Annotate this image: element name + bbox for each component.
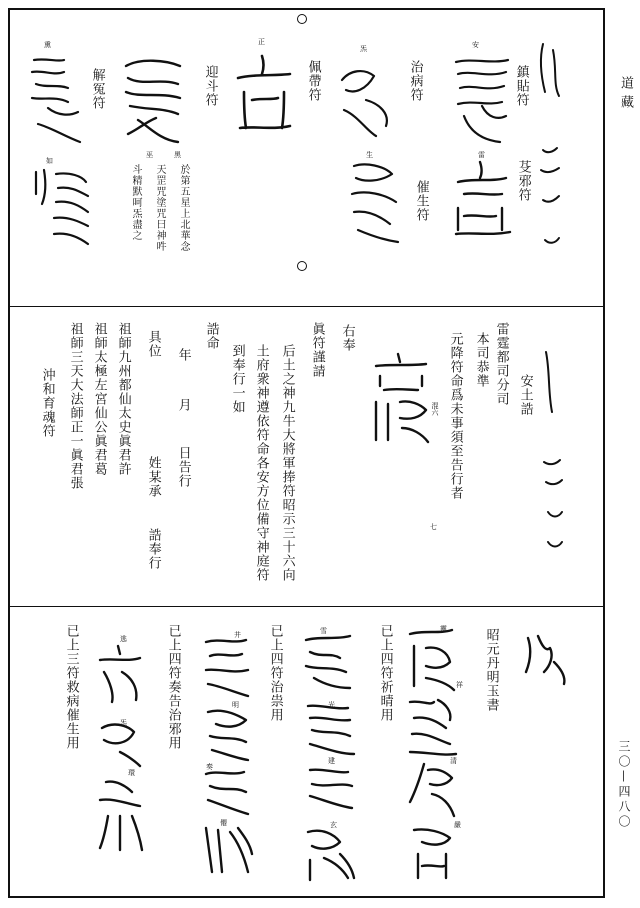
seal-memorial xyxy=(370,350,430,446)
seal-jieyuan xyxy=(28,54,86,146)
seal-note-sheng: 生 xyxy=(366,151,373,159)
seal-note-3: 清 xyxy=(450,757,457,765)
bottom-heading: 昭元丹明玉書 xyxy=(483,628,499,712)
charm-caption-cuisheng: 催生符 xyxy=(413,180,429,222)
small-note-2: 七 xyxy=(430,523,437,531)
charm-caption-zhentie: 鎮貼符 xyxy=(513,65,529,107)
list-line-1: 雷霆都司分司 xyxy=(493,322,509,406)
seal-zhentie xyxy=(452,56,512,146)
list-line-3: 元降符命爲未事須至告行者 xyxy=(447,332,463,500)
ancestor-line-3: 祖師三天大法師正一眞君張 xyxy=(67,322,83,490)
side-note-line-1: 於第五星上北華念 xyxy=(178,164,189,252)
seal-bottom-a1 xyxy=(520,632,570,692)
seal-bottom-e3 xyxy=(92,776,148,856)
seal-shanxie xyxy=(450,160,512,240)
panel-divider-top xyxy=(10,306,603,307)
date-day: 日告行 xyxy=(175,446,191,488)
page-number: 三〇—四八〇 xyxy=(617,740,631,830)
ancestor-line-2: 祖師太極左宮仙公眞君葛 xyxy=(91,322,107,476)
seal-ru xyxy=(30,164,90,250)
seal-note-14: 炁 xyxy=(120,719,127,727)
panel-divider-bottom xyxy=(10,606,603,607)
seal-bottom-c4 xyxy=(300,824,358,884)
seal-bottom-c2 xyxy=(300,700,358,760)
date-month: 月 xyxy=(175,398,191,412)
seal-bottom-d1 xyxy=(198,636,254,700)
seal-note-ru: 如 xyxy=(46,157,53,165)
charm-caption-peidai: 佩帶符 xyxy=(305,60,321,102)
side-note-line-2: 天罡咒塗咒曰神吽 xyxy=(154,164,165,252)
seal-note-5: 雪 xyxy=(320,627,327,635)
seal-bottom-b1 xyxy=(404,626,458,694)
seal-zhibing xyxy=(336,60,396,140)
seal-note-10: 明 xyxy=(232,701,239,709)
seal-peidai xyxy=(232,52,296,132)
seal-note-7: 建 xyxy=(328,757,335,765)
memorial-line-1: 眞符謹請 xyxy=(309,322,325,378)
seal-bottom-e1 xyxy=(92,642,148,706)
seal-note-lei: 雷 xyxy=(478,151,485,159)
seal-bottom-c1 xyxy=(300,630,356,692)
side-note-line-3: 斗精默呵炁盡之 xyxy=(130,164,141,241)
seal-bottom-b3 xyxy=(404,760,460,820)
bottom-caption-1: 已上四符祈晴用 xyxy=(377,624,393,722)
bottom-caption-4: 已上三符救病催生用 xyxy=(63,624,79,750)
seal-note-12: 僊 xyxy=(220,819,227,827)
seal-note-6: 光 xyxy=(328,701,335,709)
charm-caption-zhibing: 治病符 xyxy=(407,60,423,102)
seal-cuisheng xyxy=(344,160,402,244)
memorial-line-4: 到奉行一如 xyxy=(229,344,245,414)
seal-note-15: 環 xyxy=(128,769,135,777)
memorial-heading: 右奉 xyxy=(339,324,355,352)
seal-note-13: 逃 xyxy=(120,635,127,643)
memorial-line-3: 土府衆神遵依符命各安方位備守神庭符 xyxy=(253,344,269,582)
seal-yingdou xyxy=(120,56,186,144)
seal-bottom-d2 xyxy=(198,704,254,762)
partial-seal-right xyxy=(535,40,565,250)
middle-label: 安土誥 xyxy=(517,374,533,416)
partial-seal-mid-right xyxy=(538,312,564,562)
charm-caption-jieyuan: 解冤符 xyxy=(89,68,105,110)
seal-note-zheng: 正 xyxy=(258,38,265,46)
seal-bottom-d3 xyxy=(198,764,254,822)
seal-bottom-c3 xyxy=(300,764,358,820)
seal-bottom-d4 xyxy=(198,822,256,882)
seal-note-4: 嚴 xyxy=(454,821,461,829)
ancestor-line-4: 沖和育魂符 xyxy=(39,368,55,438)
seal-note-8: 玄 xyxy=(330,821,337,829)
signature-name: 姓某承 xyxy=(145,456,161,498)
small-note-1: 混六 xyxy=(431,402,439,416)
date-year: 年 xyxy=(175,348,191,362)
memorial-line-2: 后土之神九牛大將軍捧符昭示三十六向 xyxy=(279,344,295,582)
bottom-caption-2: 已上四符治祟用 xyxy=(267,624,283,722)
side-note-mark-1: 巫 xyxy=(146,151,153,159)
signature-action: 誥奉行 xyxy=(145,528,161,570)
signature-rank: 具位 xyxy=(145,330,161,358)
seal-note-qi: 炁 xyxy=(360,45,367,53)
memorial-line-5: 誥命 xyxy=(203,322,219,350)
seal-bottom-e2 xyxy=(92,716,148,766)
seal-note-1: 靈 xyxy=(440,625,447,633)
seal-note-2: 祥 xyxy=(456,681,463,689)
seal-bottom-b2 xyxy=(404,694,458,760)
side-note-mark-2: 黑 xyxy=(174,151,181,159)
seal-note-11: 奏 xyxy=(206,763,213,771)
seal-note-xun: 熏 xyxy=(44,41,51,49)
list-line-2: 本司恭準 xyxy=(473,332,489,388)
circle-mark-2 xyxy=(297,261,307,271)
seal-note-9: 井 xyxy=(234,631,241,639)
seal-note-an: 安 xyxy=(472,41,479,49)
bottom-caption-3: 已上四符奏告治邪用 xyxy=(165,624,181,750)
circle-mark-1 xyxy=(297,14,307,24)
charm-caption-yingdou: 迎斗符 xyxy=(202,65,218,107)
ancestor-line-1: 祖師九州都仙太史眞君許 xyxy=(115,322,131,476)
seal-bottom-b4 xyxy=(404,824,460,884)
book-title: 道藏 xyxy=(618,76,633,114)
charm-caption-shanxie: 芟邪符 xyxy=(515,160,531,202)
